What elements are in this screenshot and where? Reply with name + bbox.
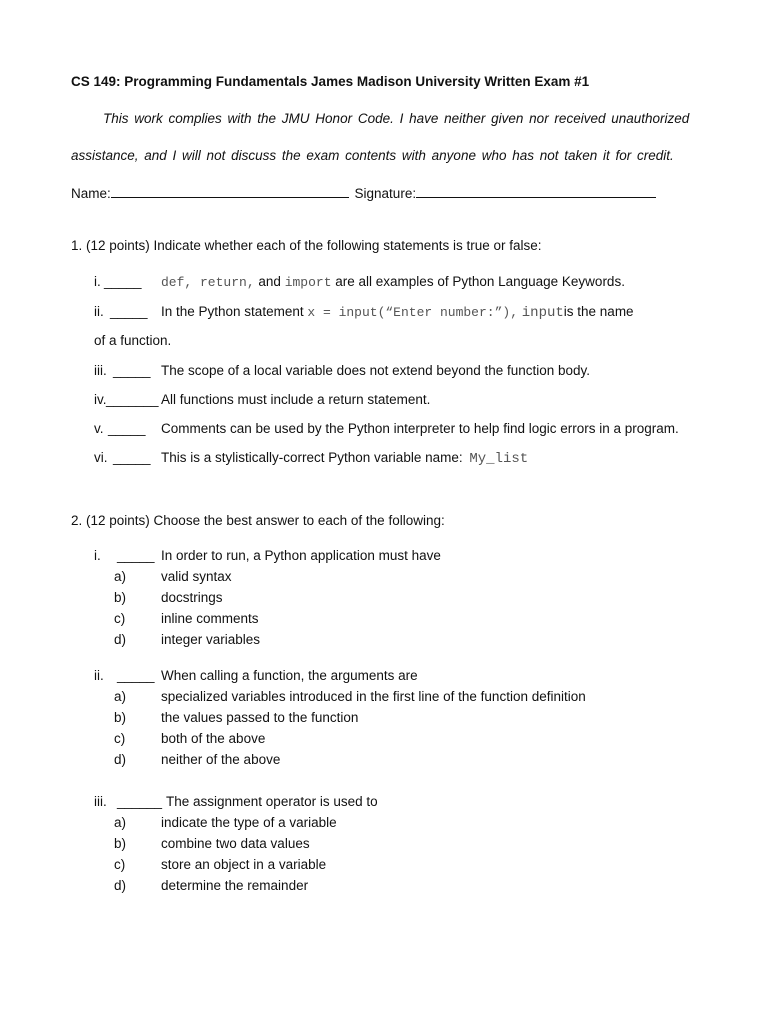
q2-question-num: ii.	[94, 668, 104, 683]
q1-item-num: v.	[94, 421, 104, 436]
option-letter: b)	[114, 710, 127, 725]
option-letter: c)	[114, 731, 126, 746]
q1-answer-blank[interactable]: _____	[108, 421, 146, 436]
option-letter: a)	[114, 815, 127, 830]
q1-answer-blank[interactable]: _____	[113, 363, 151, 378]
q1-item-num: iv.	[94, 392, 107, 407]
connector-text: and	[258, 274, 281, 289]
option-text: indicate the type of a variable	[161, 815, 337, 830]
option-letter: d)	[114, 752, 127, 767]
q1-item-text	[161, 274, 625, 290]
q2-question-stem: In order to run, a Python application must have	[161, 548, 441, 563]
honor-statement-line1: This work complies with the JMU Honor Code. I have neither given nor received unauthorized	[103, 111, 690, 126]
q1-answer-blank[interactable]: _____	[110, 304, 148, 319]
q1-item-num: vi.	[94, 450, 108, 465]
q2-question-num: iii.	[94, 794, 107, 809]
option-text: store an object in a variable	[161, 857, 327, 872]
q1-item-text: The scope of a local variable does not extend beyond the function body.	[161, 363, 591, 378]
name-row	[71, 185, 656, 201]
q1-prompt: 1. (12 points) Indicate whether each of the following statements is true or false:	[71, 238, 542, 253]
code-snippet: input	[521, 305, 564, 321]
q1-item-num: iii.	[94, 363, 107, 378]
honor-statement-line2: assistance, and I will not discuss the exam contents with anyone who has not taken it for credit.	[71, 148, 674, 163]
option-text: specialized variables introduced in the first line of the function definition	[161, 689, 586, 704]
option-letter: c)	[114, 857, 126, 872]
q1-item-num: i.	[94, 274, 101, 289]
q1-answer-blank[interactable]: _______	[106, 392, 159, 407]
q1-item-text	[161, 450, 528, 467]
name-field[interactable]	[111, 185, 349, 198]
q2-prompt: 2. (12 points) Choose the best answer to each of the following:	[71, 513, 445, 528]
option-letter: a)	[114, 689, 127, 704]
option-text: determine the remainder	[161, 878, 309, 893]
q1-item-text: All functions must include a return statement.	[161, 392, 431, 407]
q2-answer-blank[interactable]: _____	[117, 668, 155, 683]
code-snippet: x = input(“Enter number:”),	[307, 305, 518, 320]
option-text: integer variables	[161, 632, 261, 647]
q1-item-text: Comments can be used by the Python interpreter to help find logic errors in a program.	[161, 421, 679, 436]
q1-answer-blank[interactable]: _____	[104, 274, 142, 289]
option-letter: c)	[114, 611, 126, 626]
option-text: inline comments	[161, 611, 259, 626]
option-text: both of the above	[161, 731, 266, 746]
q1-item-continuation: of a function.	[94, 333, 172, 348]
code-snippet: My_list	[469, 451, 529, 467]
q2-answer-blank[interactable]: _____	[117, 548, 155, 563]
option-text: docstrings	[161, 590, 223, 605]
option-text: valid syntax	[161, 569, 232, 584]
statement-text: are all examples of Python Language Keywords.	[335, 274, 625, 289]
q1-item-text	[161, 304, 634, 321]
q2-question-num: i.	[94, 548, 101, 563]
statement-text: This is a stylistically-correct Python variable name:	[161, 450, 463, 465]
option-letter: b)	[114, 836, 127, 851]
option-letter: b)	[114, 590, 127, 605]
q1-item-num: ii.	[94, 304, 104, 319]
signature-field[interactable]	[416, 185, 656, 198]
code-snippet: import	[284, 275, 332, 290]
statement-text: is the name	[563, 304, 634, 319]
statement-text: In the Python statement	[161, 304, 304, 319]
option-text: the values passed to the function	[161, 710, 359, 725]
name-label: Name:	[71, 186, 111, 201]
code-snippet: def, return,	[161, 275, 255, 290]
option-letter: d)	[114, 878, 127, 893]
q2-question-stem: The assignment operator is used to	[166, 794, 378, 809]
option-letter: a)	[114, 569, 127, 584]
option-text: neither of the above	[161, 752, 281, 767]
q2-question-stem: When calling a function, the arguments are	[161, 668, 418, 683]
q2-answer-blank[interactable]: ______	[117, 794, 163, 809]
option-text: combine two data values	[161, 836, 310, 851]
signature-label: Signature:	[354, 186, 417, 201]
exam-title: CS 149: Programming Fundamentals James Madison University Written Exam #1	[71, 74, 590, 89]
q1-answer-blank[interactable]: _____	[113, 450, 151, 465]
option-letter: d)	[114, 632, 127, 647]
